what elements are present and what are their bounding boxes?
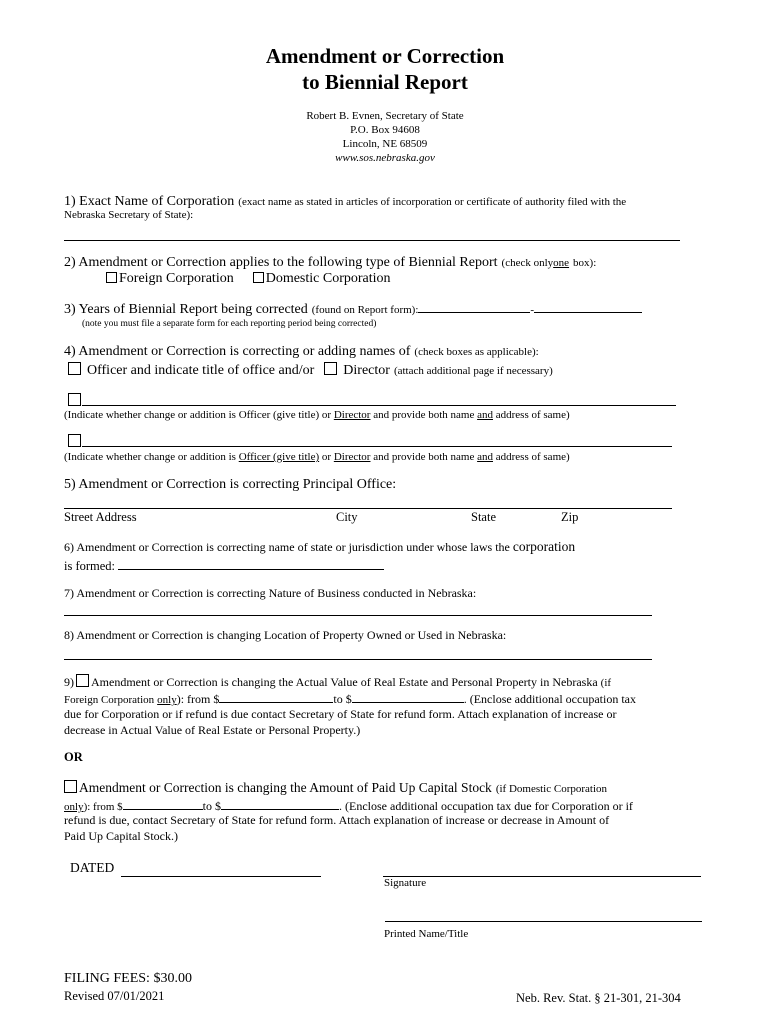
principal-office-field[interactable] (64, 508, 672, 509)
office-city: Lincoln, NE 68509 (342, 138, 428, 150)
revised-date: Revised 07/01/2021 (64, 989, 165, 1003)
director-checkbox[interactable] (324, 362, 337, 375)
entry2-field[interactable] (82, 446, 672, 447)
property-location-field[interactable] (64, 659, 652, 660)
domestic-corporation-checkbox[interactable] (253, 272, 264, 283)
section9-from-amount[interactable] (219, 690, 333, 703)
section9-line2 (64, 690, 636, 707)
section1-note2: Nebraska Secretary of State): (64, 209, 194, 221)
entry1-instr-a: (Indicate whether change or addition is Officer (give title) or (64, 409, 332, 421)
or-separator: OR (64, 750, 83, 764)
officer-label: Officer and indicate title of office and/or (87, 363, 315, 378)
section3-heading (64, 300, 642, 318)
section1-label: 1) Exact Name of Corporation (64, 194, 235, 209)
section10-text: Amendment or Correction is changing the Amount of Paid Up Capital Stock (79, 780, 492, 795)
office-box: P.O. Box 94608 (350, 124, 420, 136)
section6-formed-label: is formed: (64, 559, 116, 573)
entry2-instr-d: Director (333, 451, 371, 463)
jurisdiction-field[interactable] (118, 557, 384, 570)
section4-options (68, 361, 553, 379)
section9-from: ): from $ (176, 692, 220, 706)
signature-field[interactable] (383, 876, 701, 877)
dated-field[interactable] (121, 876, 321, 877)
section5-label: 5) Amendment or Correction is correcting Principal Office: (64, 477, 397, 492)
section6-text-a: 6) Amendment or Correction is correcting name of state or jurisdiction under whose laws the (64, 540, 510, 554)
section2-options (106, 271, 391, 287)
section6-text (64, 539, 575, 555)
section9-checkbox[interactable] (76, 674, 89, 687)
section6-text-b: corporation (512, 539, 576, 554)
entry2-instr-c: or (321, 451, 332, 463)
foreign-corporation-checkbox[interactable] (106, 272, 117, 283)
years-to-field[interactable] (534, 300, 642, 313)
entry1-checkbox[interactable] (68, 393, 81, 406)
foreign-corporation-label: Foreign Corporation (119, 271, 234, 286)
section10-enclose: . (Enclose additional occupation tax due for Corporation or if (339, 799, 633, 813)
section10-line3: refund is due, contact Secretary of State for refund form. Attach explanation of increase or decrease in Amount of (64, 813, 610, 827)
section9-foreign: Foreign Corporation (64, 694, 155, 706)
office-website: www.sos.nebraska.gov (335, 152, 435, 164)
entry2-instr-a: (Indicate whether change or addition is (64, 451, 236, 463)
section2-note-b: one (553, 257, 570, 269)
section2-note-a: (check only (501, 257, 554, 269)
section1-heading (64, 192, 626, 210)
entry1-instr-c: and provide both name (373, 409, 475, 421)
zip-label: Zip (561, 510, 579, 524)
section10-line1 (64, 779, 607, 797)
section10-from-amount[interactable] (123, 797, 203, 810)
entry2-instr-g: address of same) (495, 451, 570, 463)
section7-text: 7) Amendment or Correction is correcting Nature of Business conducted in Nebraska: (64, 586, 477, 600)
statute-reference: Neb. Rev. Stat. § 21-301, 21-304 (516, 991, 681, 1005)
section9-to-amount[interactable] (352, 690, 464, 703)
nature-of-business-field[interactable] (64, 615, 652, 616)
form-title-line1: Amendment or Correction (265, 44, 505, 68)
entry2-instr-b: Officer (give title) (238, 451, 320, 463)
city-label: City (336, 510, 358, 524)
entry2-instr-e: and provide both name (373, 451, 475, 463)
section10-from: ): from $ (83, 801, 123, 813)
section10-line4: Paid Up Capital Stock.) (64, 829, 178, 843)
signature-label: Signature (384, 877, 427, 889)
entry1-checkbox-wrap (68, 392, 83, 410)
section10-note: (if Domestic Corporation (495, 783, 608, 795)
section2-heading (64, 253, 596, 271)
street-address-label: Street Address (64, 510, 137, 524)
dated-label: DATED (70, 860, 115, 875)
section9-number: 9) (64, 675, 74, 689)
section10-checkbox[interactable] (64, 780, 77, 793)
section10-to-amount[interactable] (221, 797, 339, 810)
section4-label: 4) Amendment or Correction is correcting or adding names of (64, 344, 411, 359)
domestic-corporation-label: Domestic Corporation (265, 271, 391, 286)
section9-only: only (157, 694, 177, 706)
section9-note: (if (600, 677, 612, 689)
entry1-instr-d: and (477, 409, 493, 421)
director-label: Director (343, 363, 390, 378)
printed-name-field[interactable] (385, 921, 702, 922)
section8-text: 8) Amendment or Correction is changing Location of Property Owned or Used in Nebraska: (64, 628, 507, 642)
entry2-checkbox[interactable] (68, 434, 81, 447)
section3-subnote: (note you must file a separate form for each reporting period being corrected) (82, 319, 377, 329)
entry1-field[interactable] (82, 405, 676, 406)
section9-line1 (64, 674, 611, 690)
years-dash: - (530, 304, 535, 316)
section10-to: to $ (202, 799, 222, 813)
years-from-field[interactable] (418, 300, 530, 313)
section9-line3: due for Corporation or if refund is due contact Secretary of State for refund form. Attach explanation of increase or (64, 707, 617, 721)
entry2-checkbox-wrap (68, 433, 83, 451)
entry1-instr-e: address of same) (495, 409, 570, 421)
state-label: State (471, 510, 496, 524)
section2-label: 2) Amendment or Correction applies to the following type of Biennial Report (64, 255, 498, 270)
form-title-line2: to Biennial Report (302, 70, 468, 94)
section2-note-c: box): (573, 257, 597, 269)
filing-fees: FILING FEES: $30.00 (64, 971, 192, 986)
section3-note: (found on Report form): (311, 304, 419, 316)
entry1-instr-b: Director (333, 409, 371, 421)
section4-heading (64, 342, 539, 360)
corporation-name-field[interactable] (64, 240, 680, 241)
entry2-instruction (64, 451, 570, 463)
entry1-instruction (64, 409, 570, 421)
entry2-instr-f: and (477, 451, 493, 463)
section4-note: (check boxes as applicable): (414, 346, 539, 358)
officer-checkbox[interactable] (68, 362, 81, 375)
office-name: Robert B. Evnen, Secretary of State (306, 110, 464, 122)
section9-line4: decrease in Actual Value of Real Estate or Personal Property.) (64, 723, 361, 737)
printed-name-label: Printed Name/Title (384, 928, 469, 940)
section10-line2 (64, 797, 633, 814)
section9-text: Amendment or Correction is changing the Actual Value of Real Estate and Personal Property in Nebraska (91, 675, 598, 689)
section3-label: 3) Years of Biennial Report being corrected (64, 302, 308, 317)
section10-only: only (64, 801, 84, 813)
section6-line2 (64, 557, 384, 574)
section9-enclose: . (Enclose additional occupation tax (463, 692, 636, 706)
section1-note: (exact name as stated in articles of incorporation or certificate of authority filed with the (238, 196, 627, 208)
section9-to: to $ (333, 692, 352, 706)
director-note: (attach additional page if necessary) (393, 365, 553, 377)
